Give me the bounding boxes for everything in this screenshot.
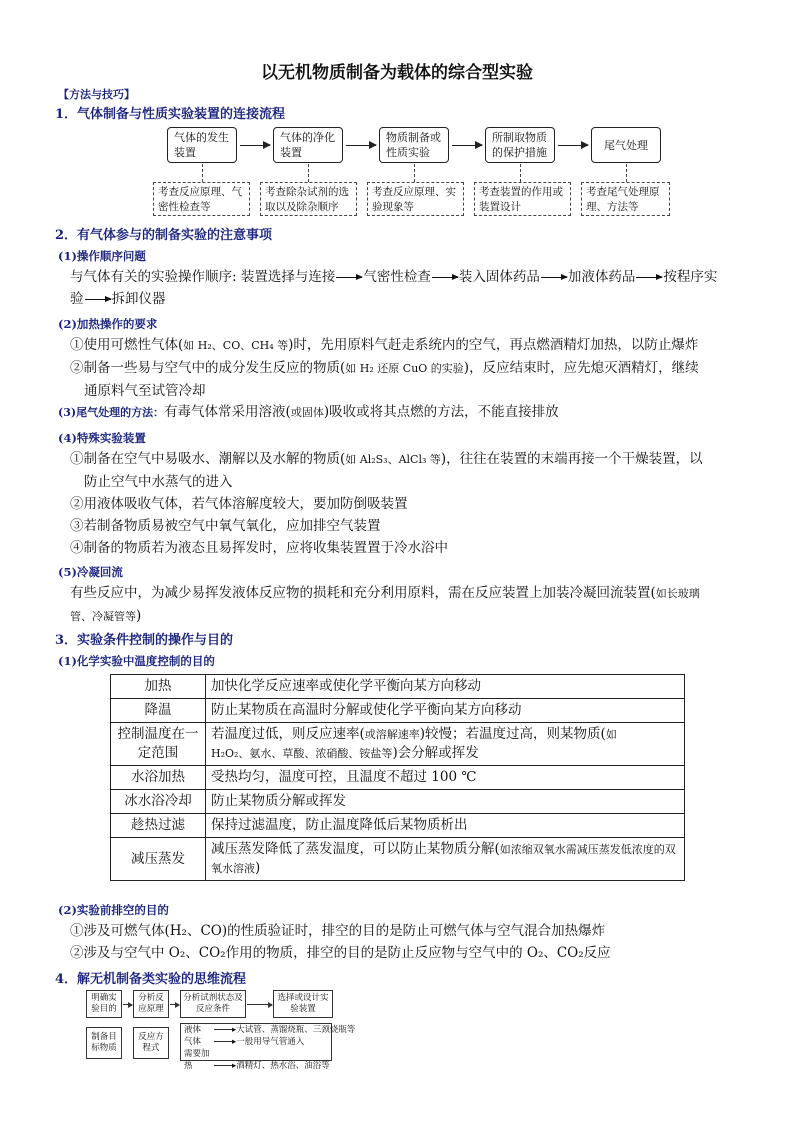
table-row: 趁热过滤 保持过滤温度，防止温度降低后某物质析出 bbox=[111, 814, 685, 838]
mini-box-target: 制备目标物质 bbox=[86, 1027, 122, 1059]
flow-dashed-connector bbox=[520, 164, 521, 182]
section-tag: 【方法与技巧】 bbox=[58, 88, 135, 101]
flow-box-protection: 所制取物质的保护措施 bbox=[485, 127, 555, 163]
section-2-heading: 2．有气体参与的制备实验的注意事项 bbox=[55, 228, 273, 243]
table-row: 降温 防止某物质在高温时分解或使化学平衡向某方向移动 bbox=[111, 699, 685, 723]
paragraph-tail-gas: (3)尾气处理的方法：有毒气体常采用溶液(或固体)吸收或将其点燃的方法，不能直接排放 bbox=[58, 404, 559, 420]
flow-dashed-connector bbox=[626, 164, 627, 182]
table-row: 控制温度在一定范围 若温度过低，则反应速率(或溶解速率)较慢；若温度过高，则某物质(如 H₂O₂、氨水、草酸、浓硝酸、铵盐等)会分解或挥发 bbox=[111, 723, 685, 766]
paragraph-purge: ①涉及可燃气体(H₂、CO)的性质验证时，排空的目的是防止可燃气体与空气混合加热爆炸 ②涉及与空气中 O₂、CO₂作用的物质，排空的目的是防止反应物与空气中的 O₂、CO₂反应 bbox=[70, 923, 611, 961]
paragraph-operation-order: 与气体有关的实验操作顺序: 装置选择与连接 气密性检查 装入固体药品 加液体药品 按程序实 验 拆卸仪器 bbox=[70, 269, 718, 307]
subsection-reflux: (5)冷凝回流 bbox=[58, 565, 123, 579]
table-row: 加热 加快化学反应速率或使化学平衡向某方向移动 bbox=[111, 675, 685, 699]
mini-box-principle: 分析反应原理 bbox=[133, 990, 169, 1018]
mini-arrow bbox=[170, 1004, 179, 1005]
flow-dashed-connector bbox=[308, 164, 309, 182]
mini-box-equation: 反应方程式 bbox=[133, 1027, 169, 1059]
flow-box-generation: 气体的发生装置 bbox=[167, 127, 237, 163]
mini-arrow bbox=[123, 1004, 132, 1005]
section-3-heading: 3．实验条件控制的操作与目的 bbox=[55, 633, 234, 648]
mini-box-reagent-state: 分析试剂状态及反应条件 bbox=[180, 990, 246, 1018]
conditions-list: 液体 ▸大试管、蒸馏烧瓶、三颈烧瓶等 气体 ▸一般用导气管通入 需要加热 ▸酒精灯、热水浴、油浴等 bbox=[184, 1025, 356, 1071]
temperature-control-table bbox=[110, 674, 685, 881]
page-title: 以无机物质制备为载体的综合型实验 bbox=[261, 63, 533, 83]
subsection-operation-order: (1)操作顺序问题 bbox=[58, 249, 146, 263]
table-row: 冰水浴冷却 防止某物质分解或挥发 bbox=[111, 790, 685, 814]
flow-arrow bbox=[346, 145, 376, 146]
flow-box-preparation: 物质制备或性质实验 bbox=[379, 127, 449, 163]
flow-note-1: 考查反应原理、气密性检查等 bbox=[153, 182, 250, 216]
section-1-heading: 1．气体制备与性质实验装置的连接流程 bbox=[55, 107, 286, 122]
subsection-special-device: (4)特殊实验装置 bbox=[58, 431, 146, 445]
flow-box-tail-gas: 尾气处理 bbox=[591, 127, 661, 163]
subsection-heating: (2)加热操作的要求 bbox=[58, 317, 158, 331]
mini-box-purpose: 明确实验目的 bbox=[86, 990, 122, 1018]
table-row: 减压蒸发 减压蒸发降低了蒸发温度，可以防止某物质分解(如浓缩双氧水需减压蒸发低浓度的双氧水溶液) bbox=[111, 838, 685, 881]
flow-note-4: 考查装置的作用或装置设计 bbox=[474, 182, 571, 216]
flow-arrow bbox=[240, 145, 270, 146]
flow-arrow bbox=[452, 145, 482, 146]
flow-note-2: 考查除杂试剂的选取以及除杂顺序 bbox=[260, 182, 357, 216]
table-row: 水浴加热 受热均匀，温度可控，且温度不超过 100 ℃ bbox=[111, 766, 685, 790]
subsection-temperature-control: (1)化学实验中温度控制的目的 bbox=[58, 654, 215, 668]
flow-dashed-connector bbox=[202, 164, 203, 182]
paragraph-reflux: 有些反应中，为减少易挥发液体反应物的损耗和充分利用原料，需在反应装置上加装冷凝回流装置(如长玻璃 管、冷凝管等) bbox=[70, 585, 700, 624]
mini-arrow bbox=[247, 1004, 272, 1005]
flow-arrow bbox=[558, 145, 588, 146]
flow-dashed-connector bbox=[414, 164, 415, 182]
flow-note-5: 考查尾气处理原理、方法等 bbox=[581, 182, 670, 216]
section-4-heading: 4．解无机制备类实验的思维流程 bbox=[55, 972, 247, 987]
mini-box-select-device: 选择或设计实验装置 bbox=[273, 990, 333, 1018]
paragraph-special-device: ①制备在空气中易吸水、潮解以及水解的物质(如 Al₂S₃、AlCl₃ 等)，往往在装置的末端再接一个干燥装置，以 防止空气中水蒸气的进入 ②用液体吸收气体，若气体溶解度较大，要加防倒吸装置 ③若制备物质易被空气中氧气氧化，应加排空气装置 ④制备的物质若为液态且易挥发时，应将收集装置置于冷水浴中 bbox=[70, 451, 703, 556]
paragraph-heating: ①使用可燃性气体(如 H₂、CO、CH₄ 等)时，先用原料气赶走系统内的空气，再点燃酒精灯加热，以防止爆炸 ②制备一些易与空气中的成分发生反应的物质(如 H₂ 还原 CuO 的实验)，反应结束时，应先熄灭酒精灯，继续 通原料气至试管冷却 bbox=[70, 337, 699, 399]
subsection-purge: (2)实验前排空的目的 bbox=[58, 903, 169, 917]
flow-box-purification: 气体的净化装置 bbox=[273, 127, 343, 163]
flow-note-3: 考查反应原理、实验现象等 bbox=[367, 182, 464, 216]
